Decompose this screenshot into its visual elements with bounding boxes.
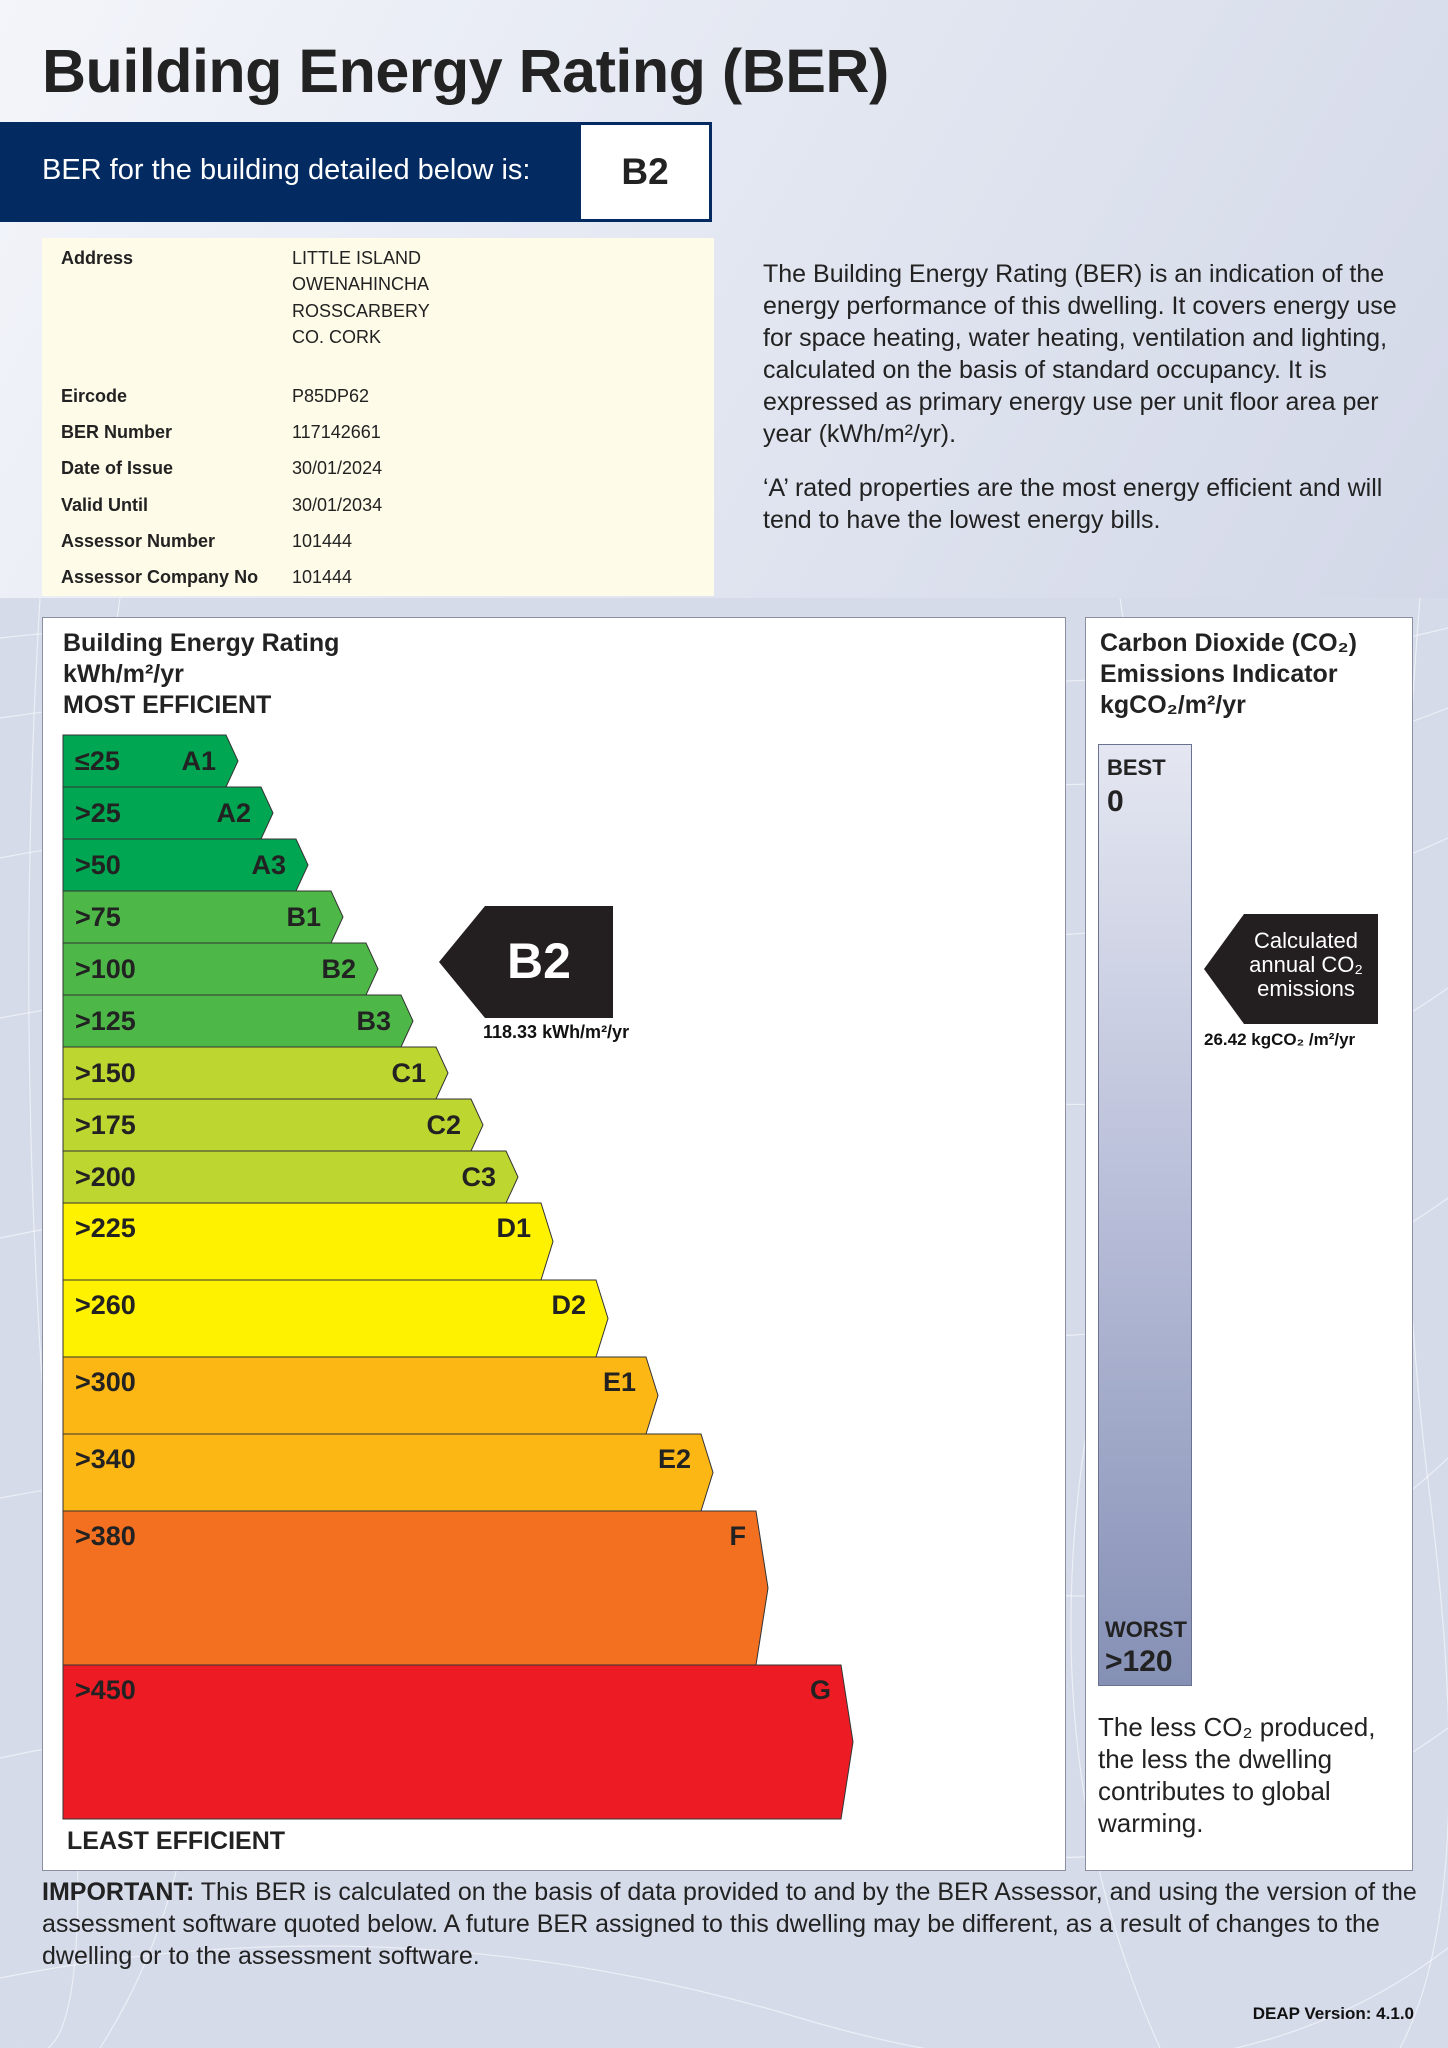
rating-band-c2 [63,1099,483,1151]
rating-band-range: >125 [75,1006,136,1036]
valid-until-value: 30/01/2034 [292,495,383,515]
rating-band-b1 [63,891,343,943]
rating-band-range: >225 [75,1213,136,1243]
rating-band-range: >340 [75,1444,136,1474]
rating-band-shape [63,1665,853,1819]
address-line: LITTLE ISLAND [292,248,422,268]
co2-arrow-group [1204,914,1378,1024]
rating-band-range: >380 [75,1521,136,1551]
rating-band-range: >150 [75,1058,136,1088]
rating-band-grade: B2 [321,954,356,984]
current-rating-arrow [439,906,613,1018]
rating-band-range: >200 [75,1162,136,1192]
ber-rating-box: B2 [578,122,712,222]
rating-band-shape [63,1434,713,1511]
page-title: Building Energy Rating (BER) [42,37,889,105]
rating-band-e2 [63,1434,713,1511]
description-paragraph-1: The Building Energy Rating (BER) is an indication of the energy performance of this dwelling. It covers energy use for space heating, water heating, ventilation and lighting, calculated on the basis of standard occupancy. It is expressed as primary energy use per unit floor area per year (kWh/m²/yr). [763,260,1397,448]
rating-band-grade: C1 [391,1058,426,1088]
rating-band-range: >25 [75,798,121,828]
rating-scale-chart [43,618,1067,1872]
rating-band-range: >100 [75,954,136,984]
rating-band-range: >300 [75,1367,136,1397]
co2-title-line-2: Emissions Indicator [1100,660,1338,688]
rating-band-shape [63,1203,553,1280]
assessor-number-value: 101444 [292,531,353,551]
ber-number-value: 117142661 [292,422,381,442]
rating-band-grade: D1 [496,1213,531,1243]
co2-arrow-label-line: emissions [1257,976,1355,1001]
address-line: OWENAHINCHA [292,274,430,294]
rating-band-grade: E2 [657,1444,691,1474]
rating-band-grade: D2 [551,1290,586,1320]
rating-unit: kWh/m²/yr [63,660,184,688]
ber-number-label: BER Number [61,422,173,442]
rating-band-grade: A1 [181,746,216,776]
co2-title-line-1: Carbon Dioxide (CO₂) [1100,629,1357,657]
rating-band-d2 [63,1280,608,1357]
important-text: This BER is calculated on the basis of data provided to and by the BER Assessor, and using the version of the assessment software quoted below. A future BER assigned to this dwelling may be different, as a result of changes to the dwelling or to the assessment software. [42,1878,1417,1970]
valid-until-label: Valid Until [61,495,149,515]
least-efficient-label: LEAST EFFICIENT [67,1827,286,1855]
rating-band-range: >175 [75,1110,136,1140]
rating-band-range: >260 [75,1290,136,1320]
current-rating-value: 118.33 kWh/m²/yr [483,1022,630,1042]
address-line: CO. CORK [292,327,382,347]
building-details [42,238,714,596]
rating-band-e1 [63,1357,658,1434]
address-label: Address [61,248,134,268]
deap-version: DEAP Version: 4.1.0 [1252,2004,1414,2023]
co2-arrow-label-line: annual CO₂ [1249,952,1363,977]
co2-worst-value: >120 [1105,1645,1173,1678]
ber-banner-text: BER for the building detailed below is: [42,154,531,186]
assessor-company-value: 101444 [292,567,353,587]
rating-band-shape [63,1511,768,1665]
rating-band-grade: B3 [356,1006,391,1036]
date-of-issue-label: Date of Issue [61,458,174,478]
rating-band-a2 [63,787,273,839]
rating-band-b3 [63,995,413,1047]
rating-band-d1 [63,1203,553,1280]
rating-band-range: ≤25 [75,746,120,776]
rating-band-grade: B1 [286,902,321,932]
assessor-company-label: Assessor Company No [61,567,259,587]
important-label: IMPORTANT: [42,1878,195,1906]
rating-band-grade: A3 [251,850,286,880]
description-paragraph-2: ‘A’ rated properties are the most energy efficient and will tend to have the lowest energy bills. [763,474,1383,534]
rating-band-f [63,1511,768,1665]
co2-arrow-label-line: Calculated [1254,928,1358,953]
rating-band-c3 [63,1151,518,1203]
rating-band-shape [63,1357,658,1434]
co2-value: 26.42 kgCO₂ /m²/yr [1204,1030,1356,1049]
address-line: ROSSCARBERY [292,301,430,321]
rating-band-range: >50 [75,850,121,880]
rating-band-grade: C3 [461,1162,496,1192]
energy-rating-panel [42,617,1066,1871]
rating-band-range: >450 [75,1675,136,1705]
most-efficient-label: MOST EFFICIENT [63,691,272,719]
co2-best-label: BEST [1107,755,1166,780]
rating-title: Building Energy Rating [63,629,340,657]
rating-band-c1 [63,1047,448,1099]
rating-band-grade: G [809,1675,831,1705]
assessor-number-label: Assessor Number [61,531,216,551]
current-rating-arrow-label: B2 [507,933,571,989]
rating-band-grade: A2 [216,798,251,828]
rating-band-range: >75 [75,902,121,932]
rating-band-a1 [63,735,238,787]
important-notice [42,1876,1422,1972]
co2-best-value: 0 [1107,785,1124,818]
co2-title-line-3: kgCO₂/m²/yr [1100,691,1246,719]
co2-panel [1085,617,1413,1871]
eircode-value: P85DP62 [292,386,370,406]
co2-worst-label: WORST [1105,1617,1187,1642]
co2-caption: The less CO₂ produced, the less the dwelling contributes to global warming. [1098,1712,1376,1838]
rating-band-grade: E1 [602,1367,636,1397]
date-of-issue-value: 30/01/2024 [292,458,383,478]
rating-band-a3 [63,839,308,891]
eircode-label: Eircode [61,386,128,406]
rating-band-grade: C2 [426,1110,461,1140]
rating-band-grade: F [729,1521,746,1551]
rating-band-g [63,1665,853,1819]
rating-band-b2 [63,943,378,995]
rating-band-shape [63,1280,608,1357]
co2-arrow [1086,618,1414,1872]
